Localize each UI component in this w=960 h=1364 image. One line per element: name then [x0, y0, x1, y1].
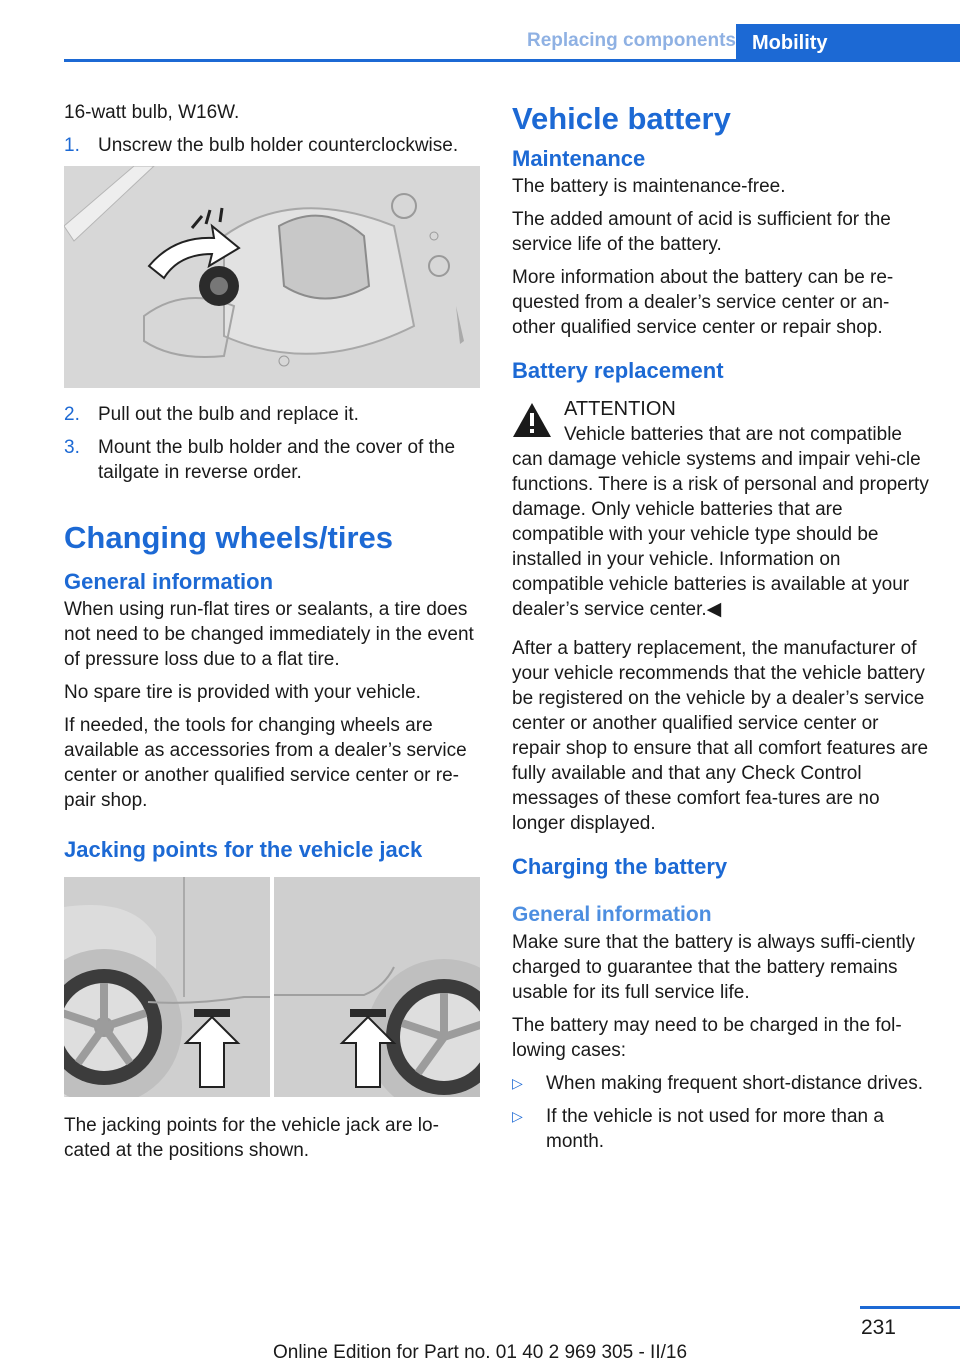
- step-2: [64, 402, 482, 427]
- list-item: [512, 1104, 930, 1154]
- step-text: Mount the bulb holder and the cover of the tailgate in reverse order.: [98, 437, 456, 483]
- header-rule: [64, 59, 960, 62]
- paragraph-sufficiently-charged: Make sure that the battery is always suffi‐ciently charged to guarantee that the battery remains usable for its full service life.: [512, 932, 916, 1003]
- warning-text: Vehicle batteries that are not compatible can damage vehicle systems and impair vehi‐cle functions. There is a risk of personal and property damage. Only vehicle batteries that are compatible with your vehicle type should be installed in your vehicle. Information on compatible vehicle batteries is available at your dealer’s service center.◀: [512, 424, 929, 620]
- warning-triangle-icon: [512, 402, 552, 438]
- list-item-text: If the vehicle is not used for more than a month.: [546, 1106, 884, 1152]
- heading-battery-replacement: Battery replacement: [512, 358, 724, 383]
- paragraph-after-replacement: After a battery replacement, the manufacturer of your vehicle recommends that the vehicle battery be registered on the vehicle by a dealer’s service center or another qualified service center or repair shop to ensure that all comfort features are fully available and that any Check Control messages of these comfort fea‐tures are no longer displayed.: [512, 638, 929, 834]
- edition-line: Online Edition for Part no. 01 40 2 969 305 - II/16: [272, 1342, 688, 1363]
- heading-jacking-points: Jacking points for the vehicle jack: [64, 837, 423, 862]
- heading-changing-wheels: Changing wheels/tires: [64, 520, 394, 555]
- list-item-text: When making frequent short-distance drives.: [546, 1073, 924, 1094]
- step-text: Unscrew the bulb holder counterclockwise.: [98, 135, 459, 156]
- heading-maintenance: Maintenance: [512, 146, 646, 171]
- paragraph-more-info: More information about the battery can be re‐quested from a dealer’s service center or an‐other qualified service center or repair shop.: [512, 267, 894, 338]
- bulb-intro: 16-watt bulb, W16W.: [64, 102, 240, 123]
- paragraph-acid: The added amount of acid is sufficient for the service life of the battery.: [512, 209, 891, 255]
- heading-vehicle-battery: Vehicle battery: [512, 101, 731, 136]
- left-column: [64, 100, 482, 1171]
- page-header: [64, 24, 960, 62]
- paragraph-maintenance-free: The battery is maintenance-free.: [512, 176, 786, 197]
- paragraph-tools: If needed, the tools for changing wheels are available as accessories from a dealer’s service center or another qualified service center or re‐pair shop.: [64, 715, 467, 811]
- step-1: [64, 133, 482, 158]
- paragraph-run-flat: When using run-flat tires or sealants, a tire does not need to be changed immediately in the event of pressure loss due to a flat tire.: [64, 599, 474, 670]
- attention-warning-text: [512, 422, 930, 622]
- list-item: [512, 1071, 930, 1096]
- bullet-triangle-icon: ▷: [512, 1075, 523, 1091]
- right-column: [512, 100, 930, 1162]
- page-number: 231: [860, 1316, 896, 1339]
- heading-general-information: General information: [64, 569, 274, 594]
- attention-label: ATTENTION: [564, 398, 676, 420]
- heading-charging-battery: Charging the battery: [512, 854, 728, 879]
- step-text: Pull out the bulb and replace it.: [98, 404, 359, 425]
- step-number: 2.: [64, 404, 80, 425]
- section-title: Replacing components: [526, 30, 736, 51]
- paragraph-spare-tire: No spare tire is provided with your vehicle.: [64, 682, 421, 703]
- bulb-holder-illustration: [64, 166, 480, 388]
- paragraph-charging-cases: The battery may need to be charged in the fol‐lowing cases:: [512, 1015, 902, 1061]
- chapter-tab: Mobility: [736, 24, 960, 62]
- step-number: 1.: [64, 135, 80, 156]
- attention-notice: [512, 394, 930, 424]
- jacking-points-figure: [64, 877, 480, 1097]
- heading-general-information-2: General information: [512, 903, 712, 926]
- jacking-caption: The jacking points for the vehicle jack are lo‐cated at the positions shown.: [64, 1115, 439, 1161]
- page-footer: [0, 1316, 960, 1362]
- step-3: [64, 435, 482, 485]
- bulb-holder-figure: [64, 166, 480, 388]
- bullet-triangle-icon: ▷: [512, 1108, 523, 1124]
- step-number: 3.: [64, 437, 80, 458]
- footer-rule: [860, 1306, 960, 1309]
- jacking-points-illustration: [64, 877, 480, 1097]
